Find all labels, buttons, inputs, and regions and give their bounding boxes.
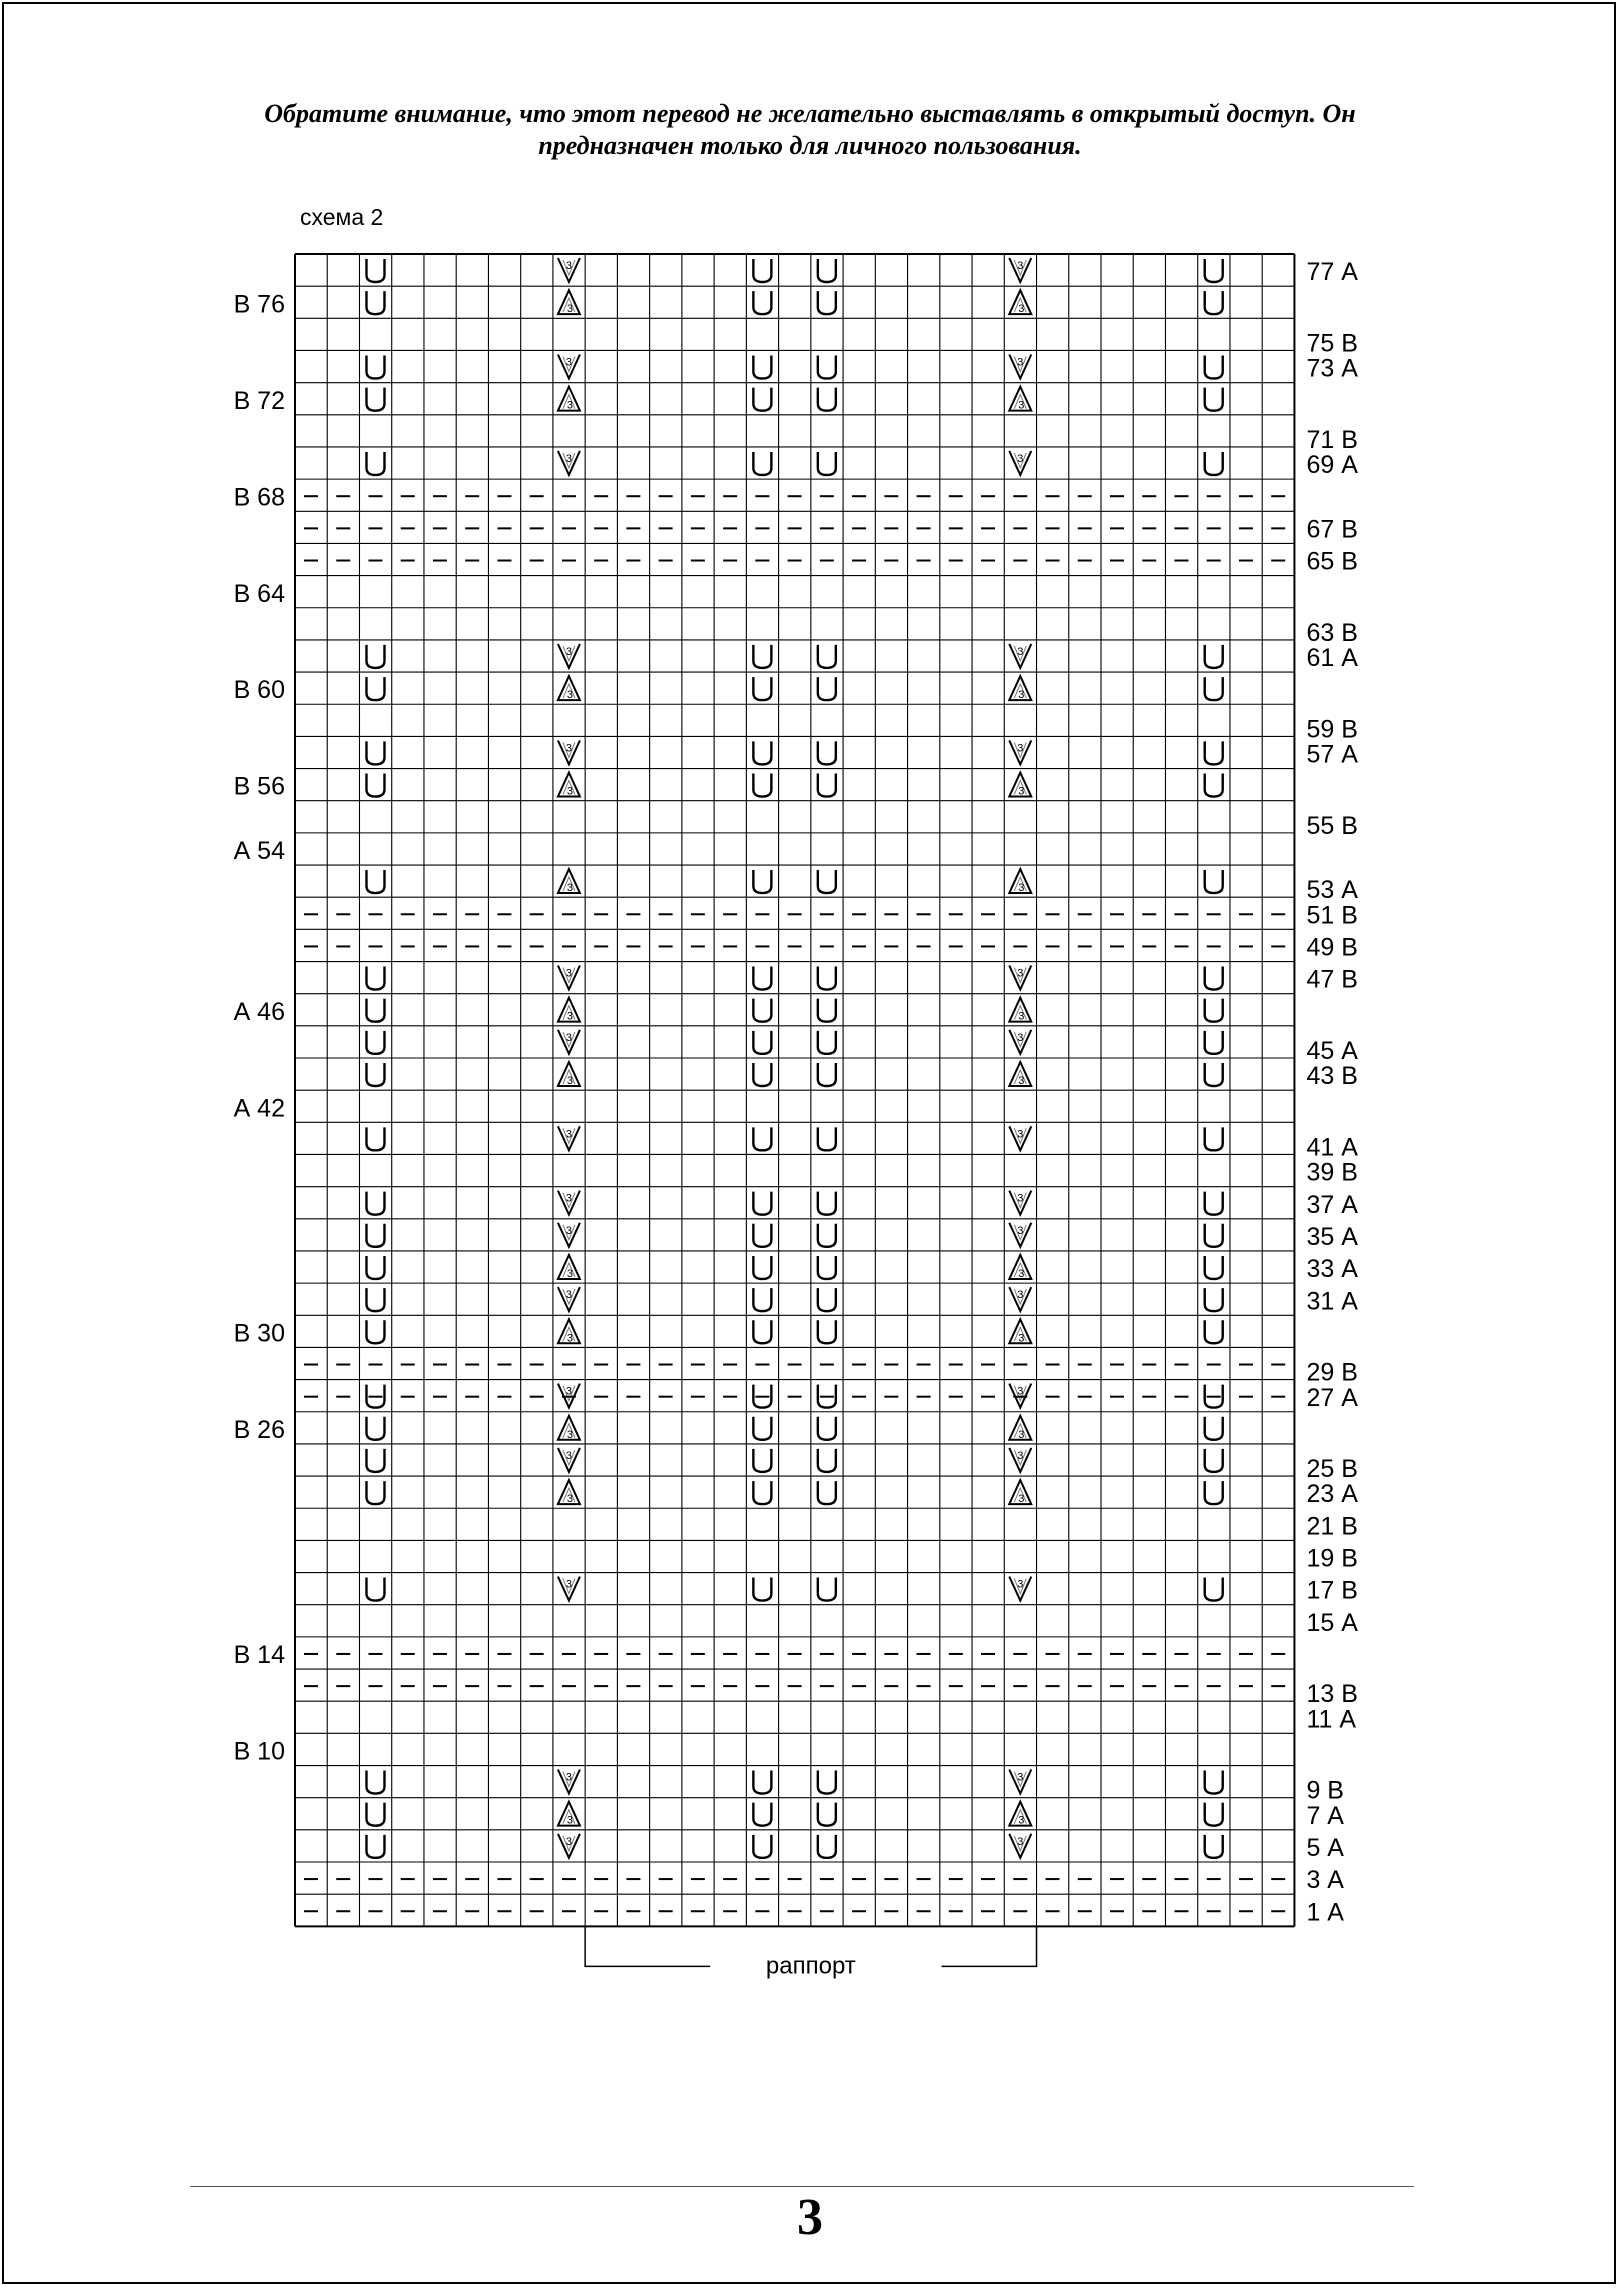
row-label-right: 19 В [1306, 1544, 1358, 1573]
u-symbol [753, 1224, 771, 1247]
row-label-right: 69 А [1306, 451, 1358, 480]
a-symbol-number: 3 [1018, 689, 1025, 702]
u-symbol [1205, 1578, 1223, 1601]
v-symbol-number: 3 [565, 452, 572, 465]
row-label-left: В 56 [233, 772, 285, 801]
a-symbol-number: 3 [1018, 1428, 1025, 1441]
u-symbol [366, 1771, 384, 1794]
v-symbol-number: 3 [565, 1835, 572, 1848]
a-symbol-number: 3 [566, 303, 573, 316]
row-label-right: 43 В [1306, 1062, 1358, 1091]
a-symbol-number: 3 [566, 1493, 573, 1506]
u-symbol [753, 1803, 771, 1826]
u-symbol [753, 291, 771, 314]
v-symbol-number: 3 [1017, 1031, 1024, 1044]
u-symbol [366, 645, 384, 668]
v-symbol-number: 3 [1017, 1192, 1024, 1205]
u-symbol [753, 1771, 771, 1794]
u-symbol [818, 1578, 836, 1601]
u-symbol [753, 1063, 771, 1086]
u-symbol [1205, 1417, 1223, 1440]
u-symbol [818, 1481, 836, 1504]
u-symbol [818, 1417, 836, 1440]
u-symbol [366, 967, 384, 990]
a-symbol-number: 3 [566, 1814, 573, 1827]
u-symbol [366, 1192, 384, 1215]
v-symbol-number: 3 [565, 645, 572, 658]
u-symbol [753, 1192, 771, 1215]
a-symbol-number: 3 [1018, 1332, 1025, 1345]
v-symbol-number: 3 [1017, 967, 1024, 980]
row-label-right: 11 А [1306, 1705, 1357, 1734]
u-symbol [366, 1835, 384, 1858]
v-symbol-number: 3 [565, 1578, 572, 1591]
row-label-right: 75 В [1306, 329, 1358, 358]
v-symbol-number: 3 [1017, 1385, 1024, 1398]
v-symbol-number: 3 [1017, 356, 1024, 369]
u-symbol [1205, 291, 1223, 314]
u-symbol [818, 1320, 836, 1343]
row-label-right: 61 А [1306, 644, 1358, 673]
u-symbol [366, 355, 384, 378]
u-symbol [753, 741, 771, 764]
a-symbol-number: 3 [566, 785, 573, 798]
u-symbol [753, 1288, 771, 1311]
a-symbol-number: 3 [1018, 1267, 1025, 1280]
v-symbol-number: 3 [565, 1385, 572, 1398]
u-symbol [818, 1835, 836, 1858]
v-symbol-number: 3 [565, 1192, 572, 1205]
u-symbol [1205, 1224, 1223, 1247]
row-label-left: В 14 [233, 1641, 285, 1670]
u-symbol [1205, 774, 1223, 797]
row-label-right: 73 А [1306, 354, 1358, 383]
row-label-right: 35 А [1306, 1222, 1358, 1251]
row-label-right: 5 А [1306, 1834, 1344, 1862]
row-label-right: 29 В [1306, 1358, 1358, 1387]
v-symbol-number: 3 [565, 1224, 572, 1237]
u-symbol [753, 1835, 771, 1858]
u-symbol [1205, 741, 1223, 764]
a-symbol-number: 3 [1018, 785, 1025, 798]
u-symbol [366, 677, 384, 700]
u-symbol [753, 1320, 771, 1343]
u-symbol [753, 1031, 771, 1054]
a-symbol-number: 3 [1018, 882, 1025, 895]
u-symbol [753, 1417, 771, 1440]
a-symbol-number: 3 [1018, 1075, 1025, 1087]
u-symbol [366, 1578, 384, 1601]
page-number: 3 [797, 2189, 823, 2246]
u-symbol [366, 1256, 384, 1279]
a-symbol-number: 3 [566, 882, 573, 895]
row-label-left: А 46 [233, 997, 285, 1026]
row-label-right: 57 А [1306, 740, 1358, 769]
v-symbol-number: 3 [565, 1128, 572, 1141]
u-symbol [753, 355, 771, 378]
u-symbol [753, 967, 771, 990]
v-symbol-number: 3 [565, 1771, 572, 1784]
u-symbol [818, 1771, 836, 1794]
u-symbol [753, 388, 771, 411]
u-symbol [818, 1127, 836, 1150]
row-label-right: 7 А [1306, 1801, 1344, 1830]
v-symbol-number: 3 [1017, 260, 1024, 272]
u-symbol [818, 999, 836, 1022]
u-symbol [1205, 870, 1223, 893]
row-label-left: В 10 [233, 1737, 285, 1766]
u-symbol [753, 1127, 771, 1150]
repeat-label: раппорт [765, 1952, 856, 1980]
row-label-right: 51 В [1306, 901, 1358, 930]
u-symbol [753, 645, 771, 668]
u-symbol [818, 1803, 836, 1826]
row-label-right: 71 В [1306, 425, 1358, 454]
row-label-left: В 64 [233, 579, 285, 608]
v-symbol-number: 3 [1017, 1771, 1024, 1784]
u-symbol [818, 677, 836, 700]
u-symbol [1205, 967, 1223, 990]
u-symbol [1205, 355, 1223, 378]
u-symbol [1205, 1320, 1223, 1343]
a-symbol-number: 3 [566, 1075, 573, 1087]
row-label-right: 67 В [1306, 515, 1358, 544]
a-symbol-number: 3 [566, 1428, 573, 1441]
u-symbol [366, 1417, 384, 1440]
notice [150, 98, 1470, 162]
row-label-right: 55 В [1306, 811, 1358, 840]
a-symbol-number: 3 [1018, 1493, 1025, 1506]
u-symbol [366, 291, 384, 314]
v-symbol-number: 3 [1017, 645, 1024, 658]
v-symbol-number: 3 [565, 1031, 572, 1044]
u-symbol [1205, 1031, 1223, 1054]
u-symbol [366, 774, 384, 797]
v-symbol-number: 3 [565, 356, 572, 369]
row-label-right: 1 А [1306, 1898, 1344, 1927]
row-label-left: В 68 [233, 483, 285, 512]
v-symbol-number: 3 [565, 1289, 572, 1302]
row-label-right: 65 В [1306, 547, 1358, 576]
row-label-left: В 26 [233, 1415, 285, 1444]
u-symbol [818, 645, 836, 668]
u-symbol [818, 259, 836, 282]
u-symbol [366, 1031, 384, 1054]
row-label-right: 37 А [1306, 1190, 1358, 1219]
a-symbol-number: 3 [566, 1267, 573, 1280]
u-symbol [366, 999, 384, 1022]
notice-line-2: предназначен только для личного пользования. [538, 131, 1082, 160]
u-symbol [1205, 1481, 1223, 1504]
page-divider [190, 2186, 1414, 2187]
u-symbol [366, 741, 384, 764]
u-symbol [1205, 1803, 1223, 1826]
notice-line-1: Обратите внимание, что этот перевод не желательно выставлять в открытый доступ. Он [264, 99, 1356, 128]
row-label-right: 49 В [1306, 933, 1358, 962]
u-symbol [818, 355, 836, 378]
row-label-right: 17 В [1306, 1576, 1358, 1605]
row-label-right: 47 В [1306, 965, 1358, 994]
u-symbol [818, 1063, 836, 1086]
u-symbol [753, 774, 771, 797]
scheme-title: схема 2 [300, 204, 384, 230]
v-symbol-number: 3 [1017, 1835, 1024, 1848]
v-symbol-number: 3 [1017, 1449, 1024, 1462]
u-symbol [366, 1481, 384, 1504]
u-symbol [1205, 1835, 1223, 1858]
a-symbol-number: 3 [1018, 1814, 1025, 1827]
row-label-right: 41 А [1306, 1133, 1358, 1162]
row-label-left: В 76 [233, 290, 285, 319]
v-symbol-number: 3 [1017, 742, 1024, 755]
u-symbol [366, 1063, 384, 1086]
u-symbol [753, 452, 771, 475]
u-symbol [818, 870, 836, 893]
u-symbol [818, 1192, 836, 1215]
a-symbol-number: 3 [566, 399, 573, 412]
u-symbol [818, 1031, 836, 1054]
u-symbol [818, 774, 836, 797]
row-label-right: 13 В [1306, 1680, 1358, 1709]
u-symbol [818, 741, 836, 764]
u-symbol [366, 388, 384, 411]
v-symbol-number: 3 [1017, 1289, 1024, 1302]
a-symbol-number: 3 [566, 1332, 573, 1345]
a-symbol-number: 3 [1018, 1010, 1025, 1023]
u-symbol [1205, 1192, 1223, 1215]
u-symbol [818, 291, 836, 314]
u-symbol [1205, 259, 1223, 282]
u-symbol [753, 999, 771, 1022]
u-symbol [1205, 645, 1223, 668]
u-symbol [753, 1449, 771, 1472]
u-symbol [818, 1288, 836, 1311]
u-symbol [1205, 388, 1223, 411]
u-symbol [366, 1320, 384, 1343]
u-symbol [366, 452, 384, 475]
row-label-right: 59 В [1306, 715, 1358, 744]
u-symbol [818, 452, 836, 475]
row-label-right: 15 А [1306, 1608, 1358, 1637]
u-symbol [1205, 1771, 1223, 1794]
row-label-right: 53 А [1306, 876, 1358, 905]
u-symbol [1205, 1256, 1223, 1279]
u-symbol [1205, 1127, 1223, 1150]
v-symbol-number: 3 [1017, 1578, 1024, 1591]
row-label-right: 31 А [1306, 1287, 1358, 1316]
u-symbol [818, 1256, 836, 1279]
u-symbol [366, 1803, 384, 1826]
row-label-left: В 72 [233, 386, 285, 415]
row-label-right: 39 В [1306, 1158, 1358, 1187]
row-label-right: 63 В [1306, 618, 1358, 647]
row-label-right: 27 А [1306, 1383, 1358, 1412]
u-symbol [366, 1449, 384, 1472]
u-symbol [753, 1578, 771, 1601]
u-symbol [753, 1481, 771, 1504]
u-symbol [366, 1127, 384, 1150]
v-symbol-number: 3 [565, 260, 572, 272]
v-symbol-number: 3 [565, 967, 572, 980]
u-symbol [1205, 999, 1223, 1022]
a-symbol-number: 3 [1018, 399, 1025, 412]
row-label-right: 3 А [1306, 1866, 1344, 1895]
row-label-left: А 42 [233, 1094, 285, 1123]
u-symbol [1205, 1288, 1223, 1311]
u-symbol [753, 259, 771, 282]
u-symbol [1205, 1063, 1223, 1086]
row-label-right: 9 В [1306, 1776, 1344, 1805]
u-symbol [818, 1224, 836, 1247]
a-symbol-number: 3 [1018, 303, 1025, 316]
u-symbol [818, 388, 836, 411]
u-symbol [818, 967, 836, 990]
row-label-left: А 54 [233, 837, 285, 866]
row-label-right: 25 В [1306, 1455, 1358, 1484]
u-symbol [366, 1224, 384, 1247]
v-symbol-number: 3 [1017, 1128, 1024, 1141]
u-symbol [753, 1256, 771, 1279]
v-symbol-number: 3 [1017, 1224, 1024, 1237]
u-symbol [366, 870, 384, 893]
row-label-right: 23 А [1306, 1480, 1358, 1509]
u-symbol [1205, 1449, 1223, 1472]
u-symbol [1205, 677, 1223, 700]
u-symbol [366, 259, 384, 282]
knitting-chart [233, 254, 1358, 1980]
row-label-left: В 30 [233, 1319, 285, 1348]
a-symbol-number: 3 [566, 689, 573, 702]
row-label-right: 33 А [1306, 1255, 1358, 1284]
u-symbol [753, 677, 771, 700]
row-label-right: 45 А [1306, 1037, 1358, 1065]
row-label-left: В 60 [233, 676, 285, 705]
row-label-right: 77 А [1306, 258, 1358, 287]
v-symbol-number: 3 [1017, 452, 1024, 465]
u-symbol [753, 870, 771, 893]
a-symbol-number: 3 [566, 1010, 573, 1023]
row-label-right: 21 В [1306, 1512, 1358, 1541]
u-symbol [366, 1288, 384, 1311]
v-symbol-number: 3 [565, 1449, 572, 1462]
v-symbol-number: 3 [565, 742, 572, 755]
u-symbol [1205, 452, 1223, 475]
u-symbol [818, 1449, 836, 1472]
